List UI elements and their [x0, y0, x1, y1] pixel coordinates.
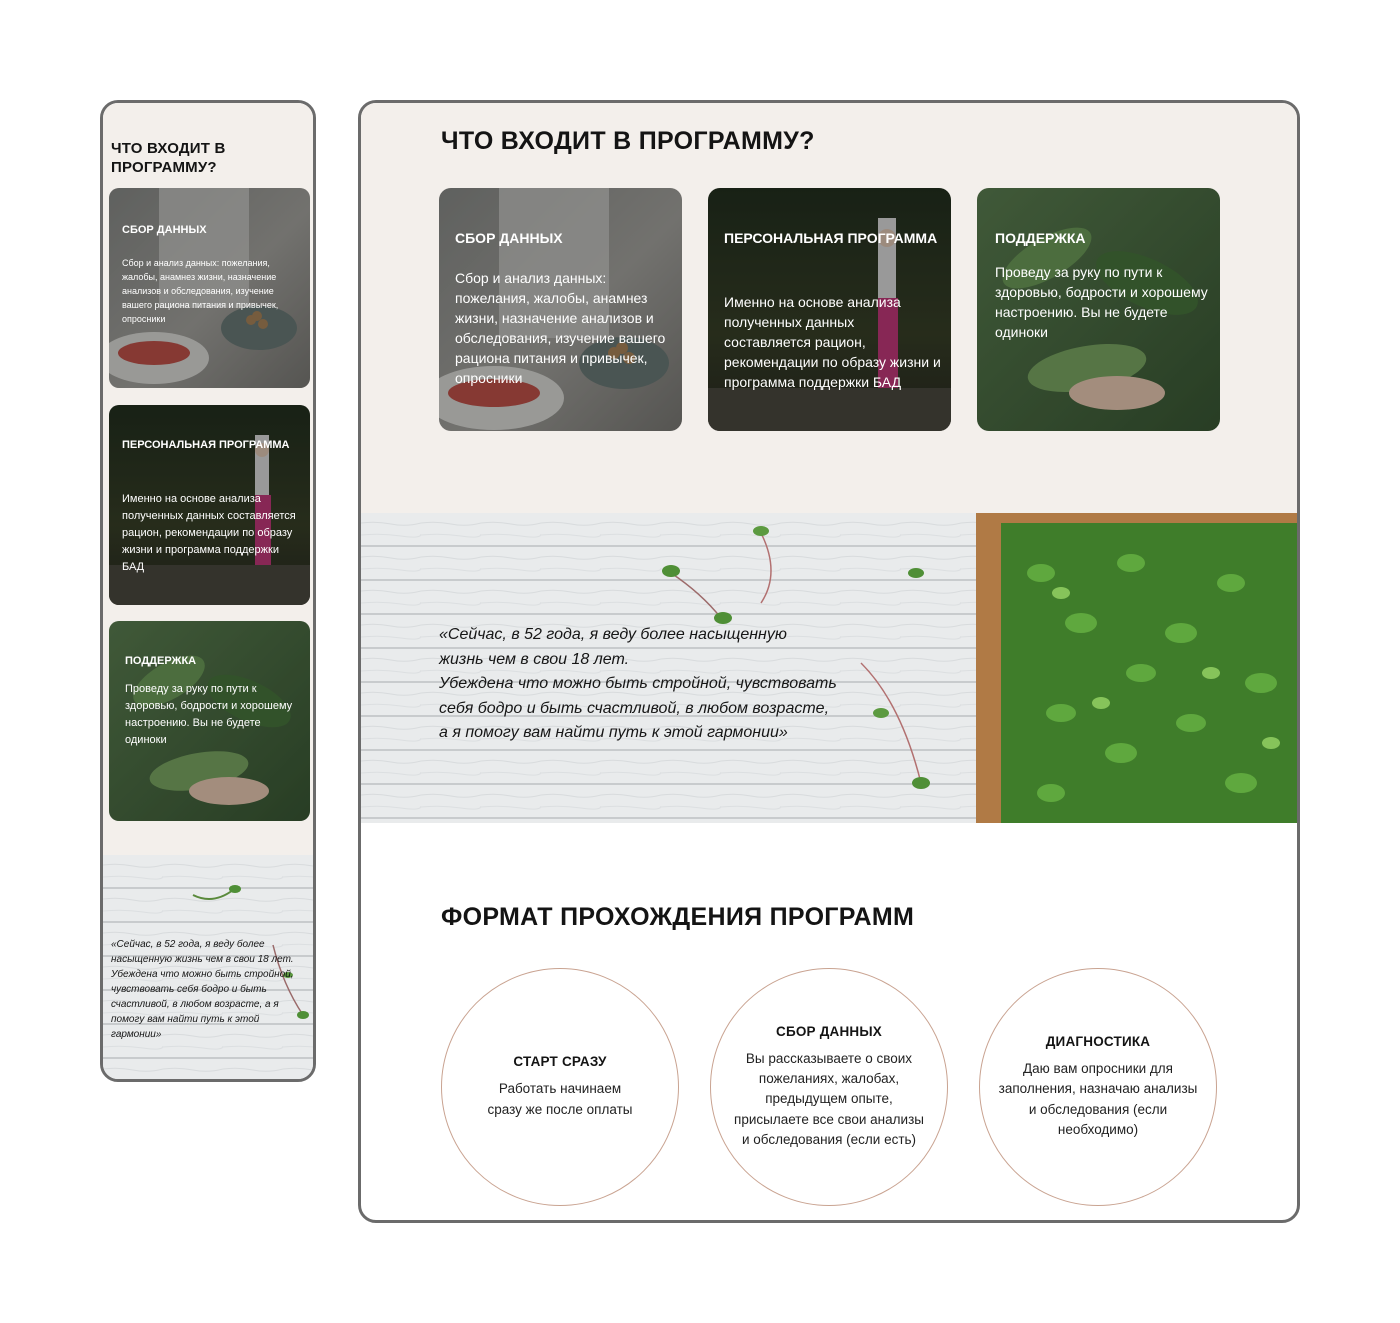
card-support: [977, 188, 1220, 431]
format-circle-start: [441, 968, 679, 1206]
card-title: ПОДДЕРЖКА: [995, 230, 1086, 246]
circle-title: ДИАГНОСТИКА: [1045, 1033, 1151, 1049]
circle-text: Работать начинаем сразу же после оплаты: [487, 1081, 633, 1117]
quote-text: «Сейчас, в 52 года, я веду более насыщенную жизнь чем в свои 18 лет. Убеждена что можно быть стройной, чувствовать себя бодро и быть счастливой, в любом возрасте, а я помогу вам найти путь к этой гармонии»: [439, 626, 837, 741]
mobile-card-personal-program: [109, 405, 310, 605]
mobile-section-title: ЧТО ВХОДИТ В ПРОГРАММУ?: [111, 140, 226, 176]
mobile-card-data-collection: [109, 188, 310, 388]
card-data-collection: [439, 188, 682, 431]
mobile-quote-section: [103, 855, 313, 1082]
card-title: ПЕРСОНАЛЬНАЯ ПРОГРАММА: [724, 230, 938, 246]
card-text: Проведу за руку по пути к здоровью, бодрости и хорошему настроению. Вы не будете одиноки: [125, 683, 293, 746]
circle-text: Даю вам опросники для заполнения, назначаю анализы и обследования (если необходимо): [998, 1060, 1198, 1137]
format-section-title: ФОРМАТ ПРОХОЖДЕНИЯ ПРОГРАММ: [441, 903, 915, 931]
circle-text: Вы рассказываете о своих пожеланиях, жалобах, предыдущем опыте, присылаете все свои анализы и обследования (если есть): [734, 1050, 924, 1147]
card-title: СБОР ДАННЫХ: [122, 224, 207, 236]
card-text: Сбор и анализ данных: пожелания, жалобы, анамнез жизни, назначение анализов и обследования, изучение вашего рациона питания и привычек, опросники: [455, 270, 666, 386]
format-circle-data-collection: [710, 968, 948, 1206]
card-text: Проведу за руку по пути к здоровью, бодрости и хорошему настроению. Вы не будете одиноки: [995, 264, 1208, 340]
card-title: ПЕРСОНАЛЬНАЯ ПРОГРАММА: [122, 439, 290, 451]
card-title: СБОР ДАННЫХ: [455, 230, 563, 246]
card-text: Именно на основе анализа полученных данных составляется рацион, рекомендации по образу жизни и программа поддержки БАД: [724, 294, 941, 390]
circle-title: СТАРТ СРАЗУ: [513, 1054, 607, 1070]
mobile-preview-frame: [100, 100, 316, 1082]
card-title: ПОДДЕРЖКА: [125, 655, 197, 667]
format-circle-diagnostics: [979, 968, 1217, 1206]
section-title: ЧТО ВХОДИТ В ПРОГРАММУ?: [441, 127, 815, 155]
circle-title: СБОР ДАННЫХ: [776, 1023, 882, 1039]
mobile-card-support: [109, 621, 310, 821]
desktop-preview-frame: [358, 100, 1300, 1223]
card-personal-program: [708, 188, 951, 431]
mobile-quote-text: «Сейчас, в 52 года, я веду более насыщенную жизнь чем в свои 18 лет. Убеждена что можно быть стройной, чувствовать себя бодро и быть счастливой, в любом возрасте, а я помогу вам найти путь к этой гармонии»: [111, 939, 294, 1040]
quote-banner: [361, 513, 1297, 823]
card-text: Сбор и анализ данных: пожелания, жалобы, анамнез жизни, назначение анализов и обследования, изучение вашего рациона питания и привычек, опросники: [122, 258, 279, 324]
card-text: Именно на основе анализа полученных данных составляется рацион, рекомендации по образу жизни и программа поддержки БАД: [122, 493, 296, 573]
